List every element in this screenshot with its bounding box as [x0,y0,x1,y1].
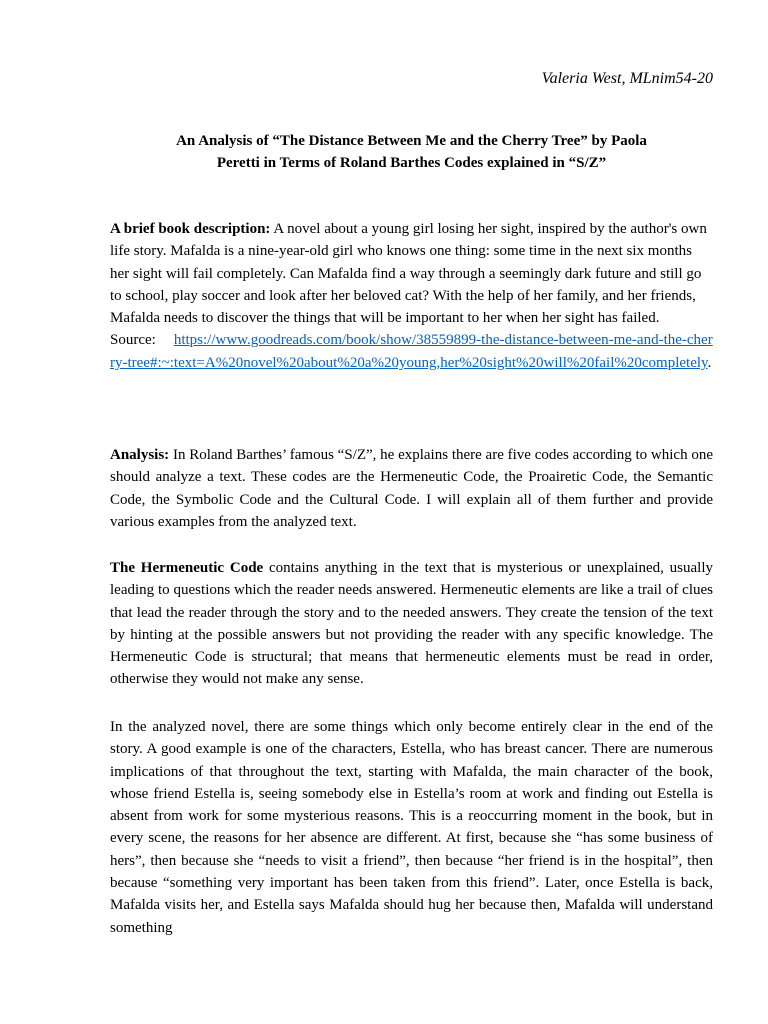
title-line-2: Peretti in Terms of Roland Barthes Codes explained in “S/Z” [216,155,607,171]
book-description-paragraph [110,218,713,374]
source-line [110,329,713,374]
analysis-label: Analysis: [110,447,170,463]
hermeneutic-text: contains anything in the text that is mysterious or unexplained, usually leading to questions which the reader needs answered. Hermeneutic elements are like a trail of clues that lead the reader through the story and to the needed answers. They create the tension of the text by hinting at the possible answers but not providing the reader with any specific knowledge. The Hermeneutic Code is structural; that means that hermeneutic elements must be read in order, otherwise they would not make any sense. [110,560,713,688]
source-period: . [707,354,712,371]
hermeneutic-label: The Hermeneutic Code [110,560,264,576]
source-link[interactable]: https://www.goodreads.com/book/show/38559899-the-distance-between-me-and-the-cherry-tree#:~:text=A%20novel%20about%20a%20young,her%20sight%20will%20fail%20completely [110,332,713,371]
novel-example-paragraph: In the analyzed novel, there are some things which only become entirely clear in the end of the story. A good example is one of the characters, Estella, who has breast cancer. There are numerous implications of that throughout the text, starting with Mafalda, the main character of the book, whose friend Estella is, seeing somebody else in Estella’s room at work and finding out Estella is absent from work for some mysterious reasons. This is a reoccurring moment in the book, but in every scene, the reasons for her absence are different. At first, because she “has some business of hers”, then because she “needs to visit a friend”, then because “her friend is in the hospital”, then because “something very important has been taken from this friend”. Later, once Estella is back, Mafalda visits her, and Estella says Mafalda should hug her because then, Mafalda will understand something [110,719,713,936]
source-label: Source: [110,332,156,349]
document-title [110,130,713,174]
description-text: A novel about a young girl losing her sight, inspired by the author's own life story. Mafalda is a nine-year-old girl who knows one thing: some time in the next six months her sight will fail completely. Can Mafalda find a way through a seemingly dark future and still go to school, play soccer and look after her beloved cat? With the help of her family, and her friends, Mafalda needs to discover the things that will be important to her when her sight has failed. [110,221,707,327]
description-label: A brief book description: [110,221,271,237]
hermeneutic-paragraph [110,557,713,691]
author-line: Valeria West, MLnim54-20 [541,70,713,87]
analysis-paragraph [110,444,713,533]
title-line-1: An Analysis of “The Distance Between Me and the Cherry Tree” by Paola [176,133,647,149]
analysis-text: In Roland Barthes’ famous “S/Z”, he explains there are five codes according to which one should analyze a text. These codes are the Hermeneutic Code, the Proairetic Code, the Semantic Code, the Symbolic Code and the Cultural Code. I will explain all of them further and provide various examples from the analyzed text. [110,447,713,530]
